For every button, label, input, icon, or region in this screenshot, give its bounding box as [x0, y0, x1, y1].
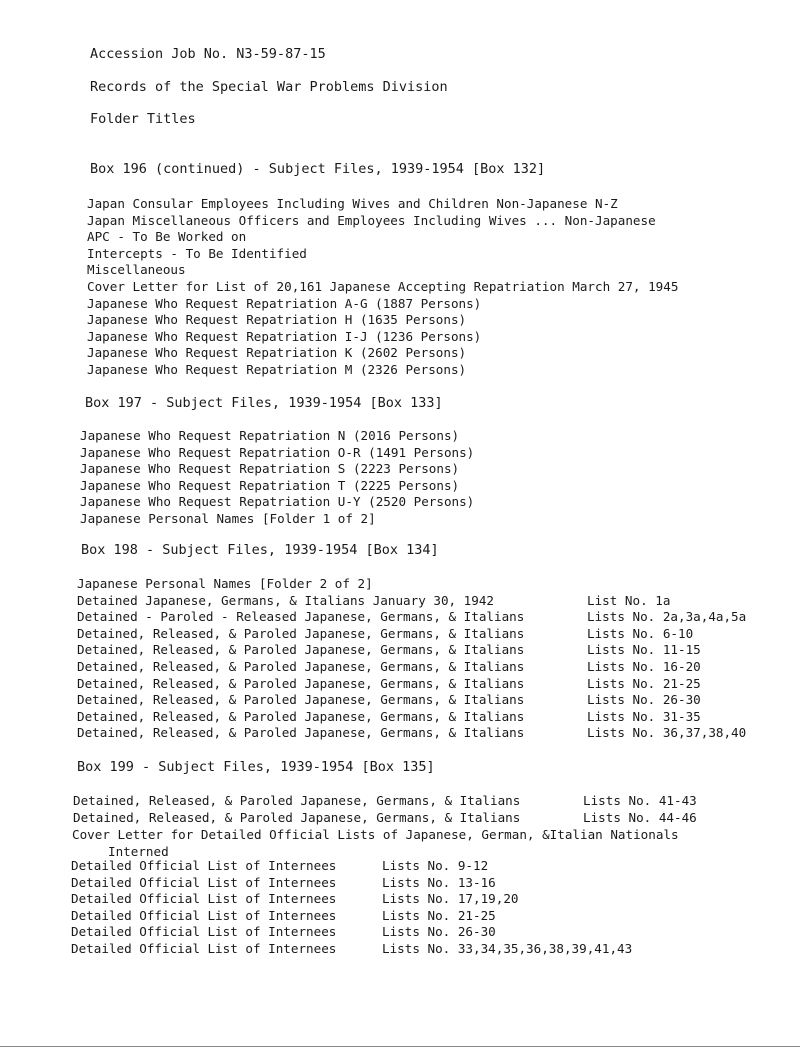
- records-title: Records of the Special War Problems Division: [90, 79, 448, 95]
- folder-title-row: [71, 941, 632, 958]
- folder-title-line: Japanese Who Request Repatriation T (2225 Persons): [80, 477, 460, 493]
- folder-title-row: [77, 593, 746, 610]
- list-numbers: Lists No. 13-16: [382, 874, 496, 890]
- box-198-list: [77, 576, 746, 742]
- folder-title-line: Intercepts - To Be Identified: [87, 245, 307, 261]
- folder-title-line: Japanese Personal Names [Folder 1 of 2]: [80, 510, 376, 526]
- folder-title: Detailed Official List of Internees: [71, 924, 337, 940]
- folder-title-line: Cover Letter for List of 20,161 Japanese Accepting Repatriation March 27, 1945: [87, 278, 679, 294]
- list-numbers: Lists No. 2a,3a,4a,5a: [587, 609, 747, 625]
- list-numbers: Lists No. 11-15: [587, 642, 701, 658]
- list-numbers: Lists No. 26-30: [587, 692, 701, 708]
- folder-titles-label: Folder Titles: [90, 111, 196, 127]
- box-197-heading: Box 197 - Subject Files, 1939-1954 [Box 133]: [85, 395, 443, 411]
- bottom-scan-edge: [0, 1046, 800, 1047]
- box-199-internees-list: [71, 858, 632, 958]
- cover-letter-continuation: Interned: [108, 843, 169, 859]
- folder-title: Japanese Personal Names [Folder 2 of 2]: [77, 576, 373, 591]
- folder-title: Detained, Released, & Paroled Japanese, Germans, & Italians: [73, 809, 521, 825]
- folder-title-row: [77, 576, 746, 593]
- list-numbers: Lists No. 6-10: [587, 625, 694, 641]
- folder-title-line: Japanese Who Request Repatriation O-R (1491 Persons): [80, 444, 475, 460]
- folder-title-row: [77, 709, 746, 726]
- folder-title: Detailed Official List of Internees: [71, 874, 337, 890]
- folder-title: Detained - Paroled - Released Japanese, Germans, & Italians: [77, 609, 525, 625]
- list-numbers: Lists No. 21-25: [587, 675, 701, 691]
- folder-title-line: Miscellaneous: [87, 262, 186, 278]
- folder-title-row: [77, 626, 746, 643]
- folder-title-line: Japanese Who Request Repatriation N (2016 Persons): [80, 428, 460, 443]
- list-numbers: Lists No. 9-12: [382, 858, 489, 873]
- folder-title-line: APC - To Be Worked on: [87, 229, 247, 245]
- folder-title-line: Japanese Who Request Repatriation M (2326 Persons): [87, 361, 467, 377]
- folder-title: Detained, Released, & Paroled Japanese, Germans, & Italians: [77, 642, 525, 658]
- box-196-list: [87, 196, 678, 379]
- folder-title-line: Japanese Who Request Repatriation U-Y (2520 Persons): [80, 494, 475, 510]
- folder-title-row: [77, 725, 746, 742]
- folder-title: Detained, Released, & Paroled Japanese, Germans, & Italians: [77, 625, 525, 641]
- list-numbers: Lists No. 41-43: [583, 793, 697, 808]
- list-numbers: Lists No. 16-20: [587, 658, 701, 674]
- box-196-heading: Box 196 (continued) - Subject Files, 1939-1954 [Box 132]: [90, 161, 546, 177]
- list-numbers: Lists No. 17,19,20: [382, 891, 519, 907]
- box-198-heading: Box 198 - Subject Files, 1939-1954 [Box 134]: [81, 542, 439, 558]
- folder-title-line: Japanese Who Request Repatriation I-J (1236 Persons): [87, 328, 482, 344]
- folder-title-row: [77, 692, 746, 709]
- folder-title-line: Japan Miscellaneous Officers and Employees Including Wives ... Non-Japanese: [87, 212, 656, 228]
- folder-title-row: [71, 908, 632, 925]
- folder-title: Detained Japanese, Germans, & Italians January 30, 1942: [77, 592, 495, 608]
- folder-title-row: [71, 858, 632, 875]
- list-numbers: List No. 1a: [587, 592, 671, 608]
- folder-title-line: Japanese Who Request Repatriation A-G (1887 Persons): [87, 295, 482, 311]
- list-numbers: Lists No. 33,34,35,36,38,39,41,43: [382, 940, 633, 956]
- folder-title-row: [71, 875, 632, 892]
- folder-title-row: [71, 891, 632, 908]
- accession-number: Accession Job No. N3-59-87-15: [90, 46, 326, 62]
- folder-title-row: [73, 793, 697, 810]
- box-199-detained-list: [73, 793, 697, 826]
- folder-title: Detained, Released, & Paroled Japanese, Germans, & Italians: [77, 692, 525, 708]
- folder-title: Detained, Released, & Paroled Japanese, Germans, & Italians: [77, 708, 525, 724]
- folder-title: Detailed Official List of Internees: [71, 891, 337, 907]
- folder-title-line: Japan Consular Employees Including Wives and Children Non-Japanese N-Z: [87, 196, 618, 211]
- folder-title: Detailed Official List of Internees: [71, 940, 337, 956]
- list-numbers: Lists No. 31-35: [587, 708, 701, 724]
- folder-title-row: [71, 924, 632, 941]
- folder-title: Detained, Released, & Paroled Japanese, Germans, & Italians: [77, 658, 525, 674]
- folder-title: Detailed Official List of Internees: [71, 907, 337, 923]
- folder-title-row: [77, 676, 746, 693]
- folder-title: Detained, Released, & Paroled Japanese, Germans, & Italians: [77, 725, 525, 741]
- list-numbers: Lists No. 21-25: [382, 907, 496, 923]
- folder-title-line: Japanese Who Request Repatriation S (2223 Persons): [80, 461, 460, 477]
- folder-title: Detained, Released, & Paroled Japanese, Germans, & Italians: [73, 793, 521, 808]
- folder-title-line: Japanese Who Request Repatriation H (1635 Persons): [87, 312, 467, 328]
- folder-title-row: [77, 642, 746, 659]
- folder-title: Detailed Official List of Internees: [71, 858, 337, 873]
- folder-title-row: [77, 659, 746, 676]
- cover-letter-line: Cover Letter for Detailed Official Lists of Japanese, German, &Italian Nationals: [72, 827, 679, 842]
- folder-title-row: [77, 609, 746, 626]
- list-numbers: Lists No. 36,37,38,40: [587, 725, 747, 741]
- folder-title-line: Japanese Who Request Repatriation K (2602 Persons): [87, 345, 467, 361]
- box-199-cover-letter: [72, 827, 679, 860]
- list-numbers: Lists No. 26-30: [382, 924, 496, 940]
- list-numbers: Lists No. 44-46: [583, 809, 697, 825]
- box-199-heading: Box 199 - Subject Files, 1939-1954 [Box 135]: [77, 759, 435, 775]
- folder-title-row: [73, 810, 697, 827]
- box-197-list: [80, 428, 474, 528]
- folder-title: Detained, Released, & Paroled Japanese, Germans, & Italians: [77, 675, 525, 691]
